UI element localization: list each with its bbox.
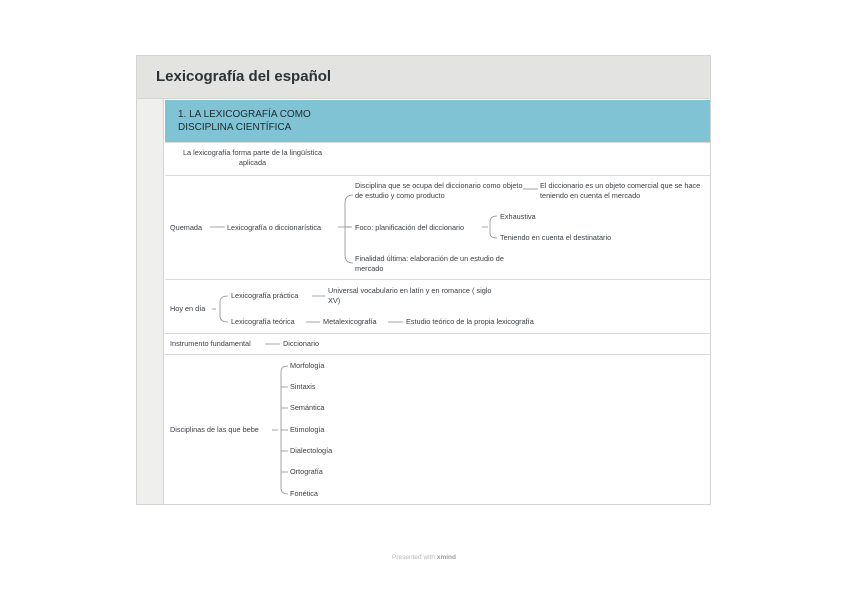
topic-lexicografia-linguistica[interactable]: La lexicografía forma parte de la lingüística aplicada xyxy=(182,148,323,167)
topic-objeto-comercial[interactable]: El diccionario es un objeto comercial que se hace teniendo en cuenta el mercado xyxy=(540,181,701,200)
section-header[interactable] xyxy=(165,100,710,142)
topic-metalexicografia[interactable]: Metalexicografía xyxy=(323,317,377,326)
footer-prefix: Presented with xyxy=(392,554,436,561)
page-title: Lexicografía del español xyxy=(156,68,332,85)
topic-lexicografia-practica[interactable]: Lexicografía práctica xyxy=(231,291,299,300)
topic-hoy-en-dia[interactable]: Hoy en día xyxy=(170,304,206,313)
topic-destinatario[interactable]: Teniendo en cuenta el destinatario xyxy=(500,233,612,242)
topic-disciplina-diccionario[interactable]: Disciplina que se ocupa del diccionario como objeto de estudio y como producto xyxy=(355,181,523,200)
topic-finalidad-ultima[interactable]: Finalidad última: elaboración de un estudio de mercado xyxy=(355,254,504,273)
topic-ortografia[interactable]: Ortografía xyxy=(290,467,323,476)
topic-foco-planificacion[interactable]: Foco: planificación del diccionario xyxy=(355,223,465,232)
topic-disciplinas[interactable]: Disciplinas de las que bebe xyxy=(170,425,259,434)
topic-fonetica[interactable]: Fonética xyxy=(290,489,318,498)
topic-etimologia[interactable]: Etimología xyxy=(290,425,325,434)
footer-brand[interactable]: xmind xyxy=(436,554,456,561)
mindmap-card xyxy=(136,55,711,505)
footer-credit xyxy=(0,554,848,561)
topic-diccionario[interactable]: Diccionario xyxy=(283,339,320,348)
topic-quemada[interactable]: Quemada xyxy=(170,223,203,232)
row-separator-1 xyxy=(165,142,710,143)
row-separator-5 xyxy=(165,354,710,355)
topic-exhaustiva[interactable]: Exhaustiva xyxy=(500,212,536,221)
topic-instrumento-fundamental[interactable]: Instrumento fundamental xyxy=(170,339,251,348)
topic-dialectologia[interactable]: Dialectología xyxy=(290,446,333,455)
row-separator-4 xyxy=(165,333,710,334)
topic-semantica[interactable]: Semántica xyxy=(290,403,325,412)
topic-universal-vocabulario[interactable]: Universal vocabulario en latín y en romance ( siglo XV) xyxy=(328,286,492,305)
row-separator-3 xyxy=(165,279,710,280)
topic-sintaxis[interactable]: Sintaxis xyxy=(290,382,316,391)
topic-lexicografia-diccionaristica[interactable]: Lexicografía o diccionarística xyxy=(227,223,322,232)
topic-lexicografia-teorica[interactable]: Lexicografía teórica xyxy=(231,317,295,326)
left-gutter xyxy=(137,99,164,504)
title-bar xyxy=(137,56,710,99)
topic-morfologia[interactable]: Morfología xyxy=(290,361,325,370)
row-separator-2 xyxy=(165,175,710,176)
topic-estudio-teorico[interactable]: Estudio teórico de la propia lexicografía xyxy=(406,317,534,326)
section-title: 1. LA LEXICOGRAFÍA COMO DISCIPLINA CIENTÍFICA xyxy=(178,109,311,133)
